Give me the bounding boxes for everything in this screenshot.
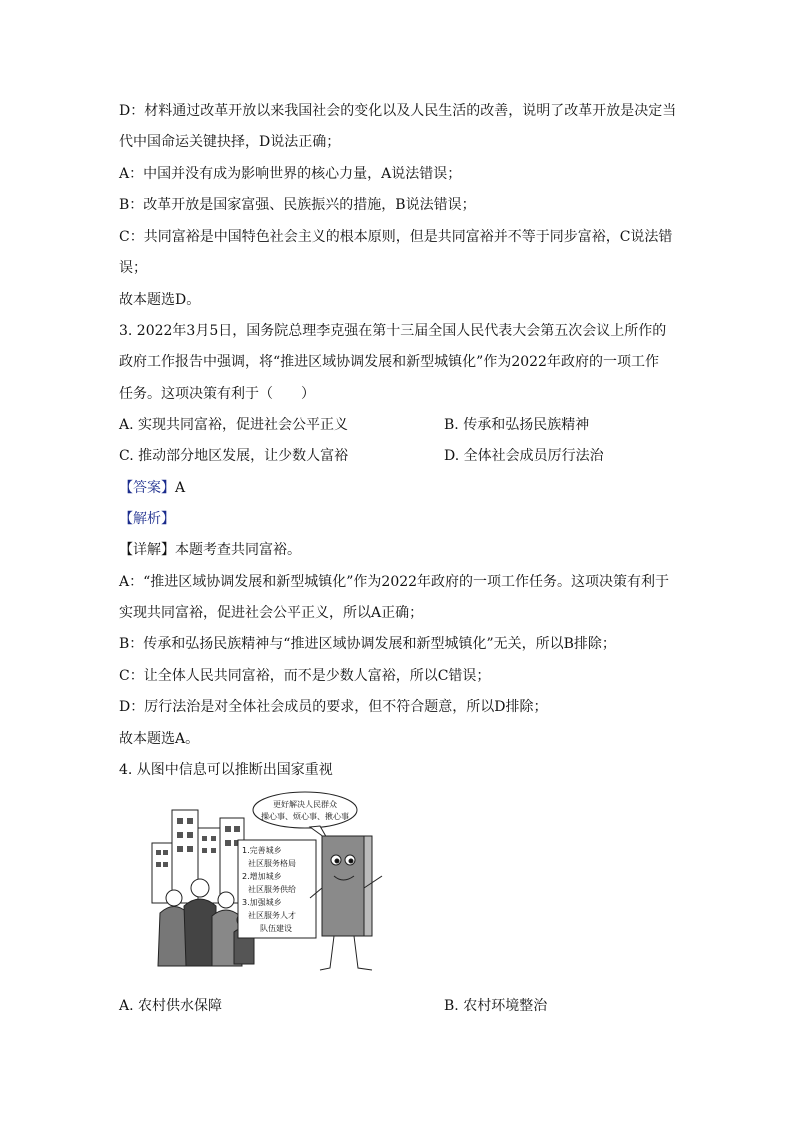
detail-text: 本题考查共同富裕。 bbox=[175, 542, 301, 558]
answer-value: A bbox=[175, 480, 186, 496]
bubble-line1: 更好解决人民群众 bbox=[273, 800, 337, 809]
sign-line-7: 队伍建设 bbox=[260, 924, 292, 933]
q4-stem: 4. 从图中信息可以推断出国家重视 bbox=[119, 762, 333, 778]
q3-b: B：传承和弘扬民族精神与“推进区域协调发展和新型城镇化”无关，所以B排除； bbox=[119, 636, 616, 652]
q3-analysis-tag: 【解析】 bbox=[119, 511, 175, 527]
q3-a-line1: A：“推进区域协调发展和新型城镇化”作为2022年政府的一项工作任务。这项决策有利于 bbox=[119, 574, 670, 590]
q3-stem-line1: 3. 2022年3月5日，国务院总理李克强在第十三届全国人民代表大会第五次会议上所作的 bbox=[119, 323, 667, 339]
analysis-c-line1: C：共同富裕是中国特色社会主义的根本原则，但是共同富裕并不等于同步富裕，C说法错 bbox=[119, 229, 673, 245]
q3-option-c: C. 推动部分地区发展，让少数人富裕 bbox=[119, 448, 349, 464]
q3-a-line2: 实现共同富裕，促进社会公平正义，所以A正确； bbox=[119, 605, 424, 621]
q3-detail bbox=[119, 540, 301, 560]
q3-option-d: D. 全体社会成员厉行法治 bbox=[444, 448, 604, 464]
q3-c: C：让全体人民共同富裕，而不是少数人富裕，所以C错误； bbox=[119, 668, 491, 684]
speech-bubble bbox=[253, 792, 357, 840]
q3-d: D：厉行法治是对全体社会成员的要求，但不符合题意，所以D排除； bbox=[119, 699, 548, 715]
q3-stem-line2: 政府工作报告中强调，将“推进区域协调发展和新型城镇化”作为2022年政府的一项工作 bbox=[119, 354, 659, 370]
conclusion-q3: 故本题选A。 bbox=[119, 731, 200, 747]
analysis-d-line1: D：材料通过改革开放以来我国社会的变化以及人民生活的改善，说明了改革开放是决定当 bbox=[119, 103, 677, 119]
sign-line-2: 社区服务格局 bbox=[248, 859, 296, 868]
book-character bbox=[310, 836, 382, 970]
q3-stem-line3: 任务。这项决策有利于（ ） bbox=[119, 386, 315, 402]
analysis-c-line2: 误； bbox=[119, 260, 147, 276]
policy-sign bbox=[238, 840, 316, 938]
sign-line-6: 社区服务人才 bbox=[248, 911, 296, 920]
q3-option-a: A. 实现共同富裕，促进社会公平正义 bbox=[119, 417, 349, 433]
sign-line-3: 2.增加城乡 bbox=[242, 872, 282, 881]
sign-line-4: 社区服务供给 bbox=[248, 885, 296, 894]
sign-line-5: 3.加强城乡 bbox=[242, 898, 282, 907]
q4-option-b: B. 农村环境整治 bbox=[444, 998, 548, 1014]
detail-tag: 【详解】 bbox=[119, 542, 175, 558]
q3-option-b: B. 传承和弘扬民族精神 bbox=[444, 417, 590, 433]
analysis-d-line2: 代中国命运关键抉择，D说法正确； bbox=[119, 134, 341, 150]
conclusion-q2: 故本题选D。 bbox=[119, 292, 201, 308]
answer-tag: 【答案】 bbox=[119, 480, 175, 496]
bubble-line2: 操心事、烦心事、揪心事 bbox=[261, 812, 349, 821]
analysis-b: B：改革开放是国家富强、民族振兴的措施，B说法错误； bbox=[119, 197, 476, 213]
sign-line-1: 1.完善城乡 bbox=[242, 846, 282, 855]
q4-option-a: A. 农村供水保障 bbox=[119, 998, 223, 1014]
q3-answer bbox=[119, 478, 185, 498]
comic-illustration bbox=[150, 788, 395, 980]
analysis-a: A：中国并没有成为影响世界的核心力量，A说法错误； bbox=[119, 166, 462, 182]
